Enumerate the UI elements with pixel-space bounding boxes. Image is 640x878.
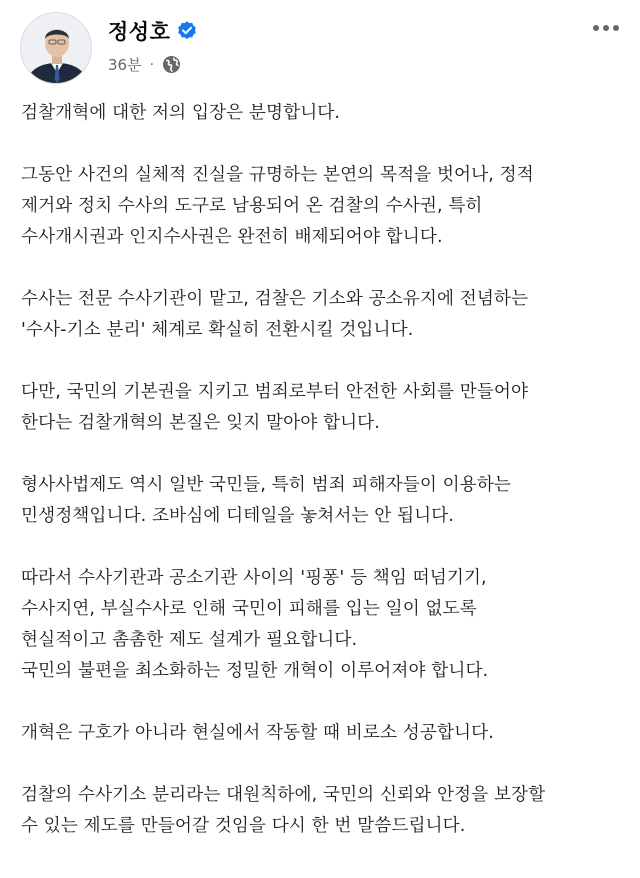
paragraph-gap (21, 749, 628, 780)
avatar-portrait (21, 13, 92, 84)
post-text-line: 그동안 사건의 실체적 진실을 규명하는 본연의 목적을 벗어나, 정적 (21, 165, 534, 185)
post-text-line: 현실적이고 촘촘한 제도 설계가 필요합니다. (21, 630, 358, 650)
paragraph-gap (21, 253, 628, 284)
post-text-line: 개혁은 구호가 아니라 현실에서 작동할 때 비로소 성공합니다. (21, 723, 494, 743)
post-text-line: 수사는 전문 수사기관이 맡고, 검찰은 기소와 공소유지에 전념하는 (21, 289, 529, 309)
post-text-line: 민생정책입니다. 조바심에 디테일을 놓쳐서는 안 됩니다. (21, 506, 455, 526)
more-options-icon[interactable] (592, 18, 620, 38)
more-dot (613, 25, 619, 31)
post-header (20, 12, 620, 84)
post-paragraph (21, 284, 628, 346)
post-paragraph (21, 160, 628, 253)
post-text-line: '수사-기소 분리' 체계로 확실히 전환시킬 것입니다. (21, 320, 414, 340)
post-time[interactable]: 36분 (108, 56, 142, 74)
post-text-line: 수사개시권과 인지수사권은 완전히 배제되어야 합니다. (21, 227, 443, 247)
post-paragraph (21, 377, 628, 439)
post-text-line: 수 있는 제도를 만들어갈 것임을 다시 한 번 말씀드립니다. (21, 816, 466, 836)
post-paragraph (21, 780, 628, 842)
more-dot (603, 25, 609, 31)
paragraph-gap (21, 346, 628, 377)
post-text-line: 제거와 정치 수사의 도구로 남용되어 온 검찰의 수사권, 특히 (21, 196, 483, 216)
post-paragraph (21, 470, 628, 532)
post-text-line: 검찰의 수사기소 분리라는 대원칙하에, 국민의 신뢰와 안정을 보장할 (21, 785, 546, 805)
post-text-line: 다만, 국민의 기본권을 지키고 범죄로부터 안전한 사회를 만들어야 (21, 382, 529, 402)
more-dot (593, 25, 599, 31)
post-paragraph (21, 563, 628, 687)
meta-separator: · (149, 56, 155, 73)
globe-icon[interactable] (162, 55, 181, 74)
post-text-line: 따라서 수사기관과 공소기관 사이의 '핑퐁' 등 책임 떠넘기기, (21, 568, 487, 588)
post-text-line: 국민의 불편을 최소화하는 정밀한 개혁이 이루어져야 합니다. (21, 661, 489, 681)
paragraph-gap (21, 129, 628, 160)
paragraph-gap (21, 532, 628, 563)
post-text-line: 한다는 검찰개혁의 본질은 잊지 말아야 합니다. (21, 413, 380, 433)
verified-badge-icon (176, 20, 198, 42)
post-text-line: 수사지연, 부실수사로 인해 국민이 피해를 입는 일이 없도록 (21, 599, 477, 619)
post-body (21, 98, 628, 842)
post-paragraph (21, 98, 628, 129)
author-name[interactable]: 정성호 (108, 20, 171, 44)
paragraph-gap (21, 439, 628, 470)
author-line (108, 16, 198, 46)
post-paragraph (21, 718, 628, 749)
paragraph-gap (21, 687, 628, 718)
post-text-line: 형사사법제도 역시 일반 국민들, 특히 범죄 피해자들이 이용하는 (21, 475, 512, 495)
post-text-line: 검찰개혁에 대한 저의 입장은 분명합니다. (21, 103, 341, 123)
post-meta (108, 54, 181, 75)
avatar[interactable] (20, 12, 92, 84)
